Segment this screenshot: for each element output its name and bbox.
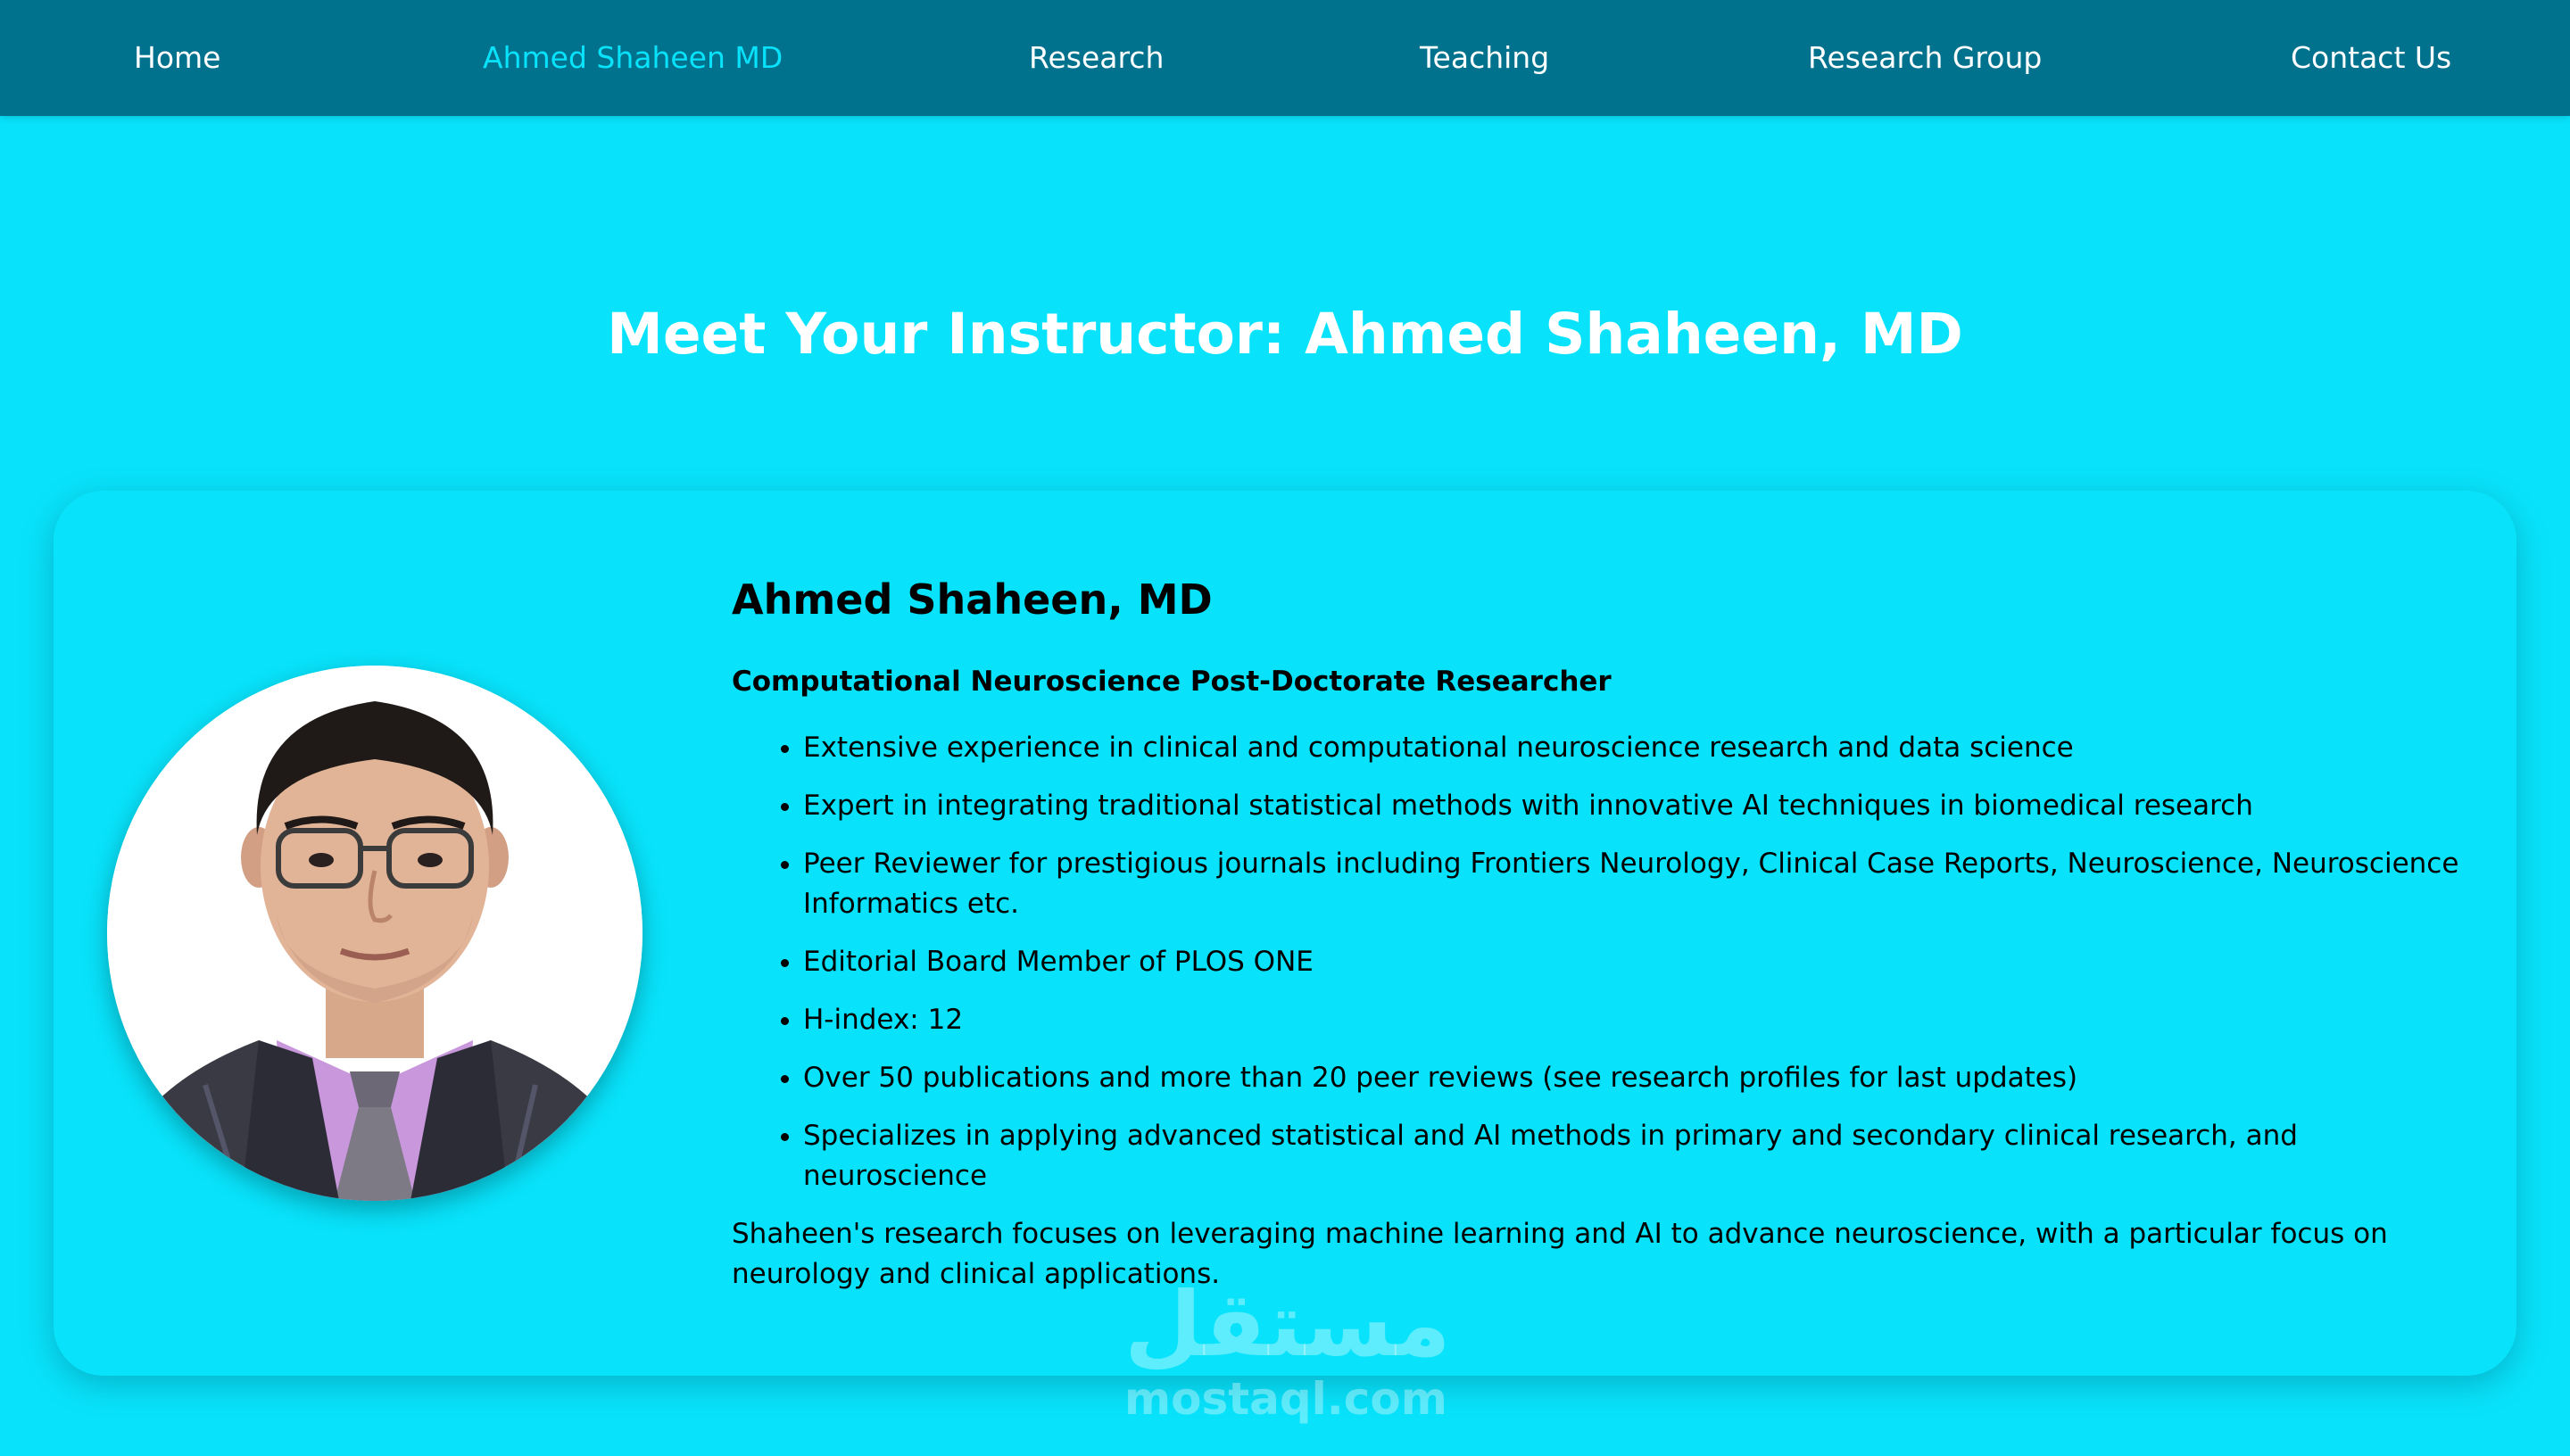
highlight-item: • Over 50 publications and more than 20 peer reviews (see research profiles for last updates) — [803, 1058, 2481, 1098]
instructor-card — [54, 491, 2516, 1376]
highlight-item: • H-index: 12 — [803, 1000, 2481, 1040]
highlight-item: • Specializes in applying advanced statistical and AI methods in primary and secondary clinical research, and neuroscience — [803, 1116, 2481, 1196]
nav-link-ahmed-shaheen-md[interactable]: Ahmed Shaheen MD — [483, 40, 783, 75]
nav-link-home[interactable]: Home — [134, 40, 221, 75]
research-summary: Shaheen's research focuses on leveraging machine learning and AI to advance neuroscience, with a particular focus on neurology and clinical applications. — [732, 1218, 2388, 1290]
instructor-role: Computational Neuroscience Post-Doctorate Researcher — [732, 666, 1612, 698]
highlights-list — [732, 728, 2481, 1196]
nav-link-teaching[interactable]: Teaching — [1420, 40, 1550, 75]
nav-link-contact-us[interactable]: Contact Us — [2291, 40, 2452, 75]
highlight-item: • Extensive experience in clinical and computational neuroscience research and data science — [803, 728, 2481, 768]
watermark-latin-text: mostaql.com — [1124, 1373, 1447, 1425]
top-navbar — [0, 0, 2570, 116]
highlight-item: • Expert in integrating traditional statistical methods with innovative AI techniques in biomedical research — [803, 786, 2481, 826]
profile-photo-illustration — [107, 666, 642, 1201]
instructor-info — [732, 571, 2481, 1295]
watermark-arabic-text: مستقل — [1124, 1272, 1451, 1377]
nav-link-research[interactable]: Research — [1029, 40, 1165, 75]
highlight-item: • Editorial Board Member of PLOS ONE — [803, 942, 2481, 982]
profile-photo — [107, 666, 642, 1201]
nav-link-research-group[interactable]: Research Group — [1808, 40, 2043, 75]
instructor-name: Ahmed Shaheen, MD — [732, 575, 1213, 624]
page-title: Meet Your Instructor: Ahmed Shaheen, MD — [607, 302, 1963, 367]
highlight-item: • Peer Reviewer for prestigious journals including Frontiers Neurology, Clinical Case Reports, Neuroscience, Neuroscience Informatics etc. — [803, 844, 2481, 924]
